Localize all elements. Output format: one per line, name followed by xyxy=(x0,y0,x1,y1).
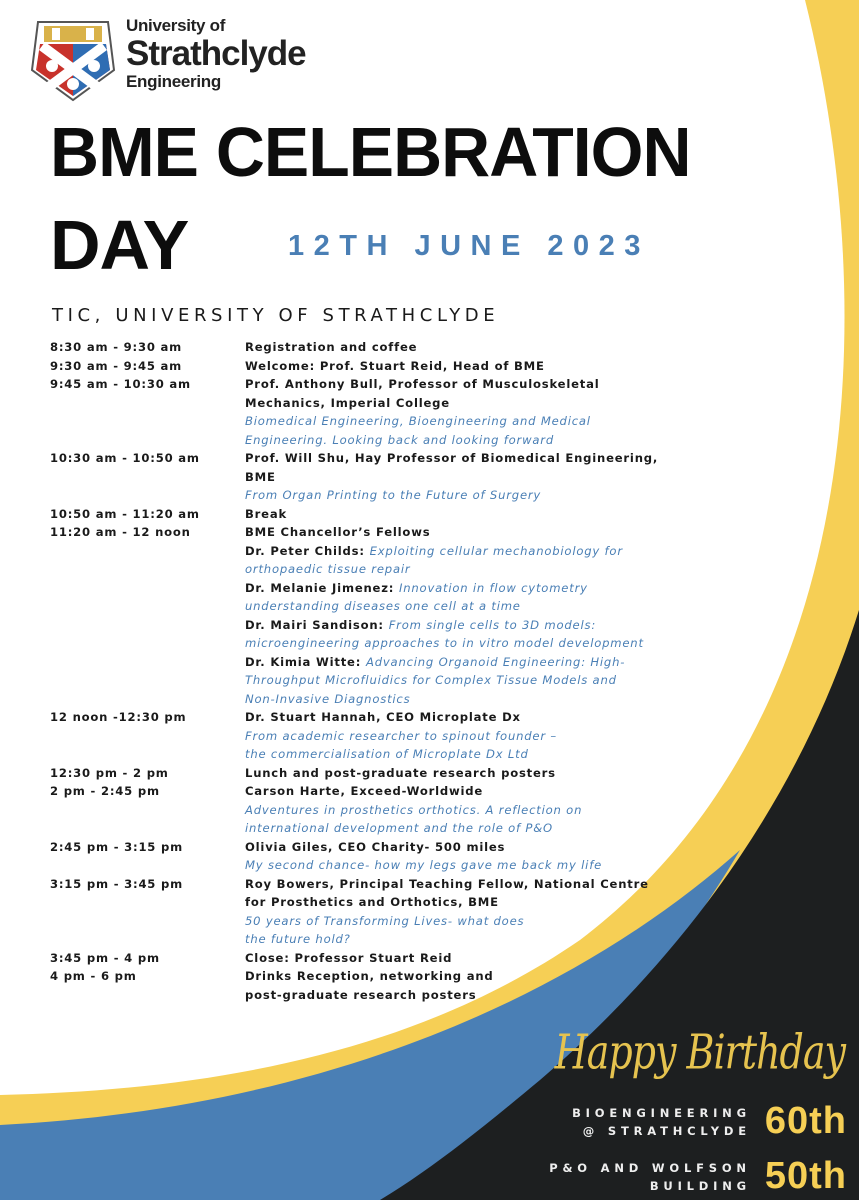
talk-title: the future hold? xyxy=(245,932,351,946)
schedule-line xyxy=(245,338,720,357)
speaker-text: Registration and coffee xyxy=(245,340,418,354)
schedule-time: 4 pm - 6 pm xyxy=(50,969,137,983)
schedule-time: 11:20 am - 12 noon xyxy=(50,525,191,539)
schedule-line xyxy=(245,616,720,635)
schedule-details xyxy=(245,523,720,708)
schedule-line xyxy=(245,486,720,505)
schedule-details xyxy=(245,764,720,783)
schedule-row xyxy=(50,764,730,783)
speaker-text: Dr. Stuart Hannah, CEO Microplate Dx xyxy=(245,710,521,724)
schedule-line xyxy=(245,949,720,968)
schedule-row xyxy=(50,505,730,524)
schedule-time: 12:30 pm - 2 pm xyxy=(50,765,169,780)
schedule-details xyxy=(245,708,720,764)
schedule-line xyxy=(245,856,720,875)
speaker-text: Dr. Mairi Sandison: xyxy=(245,617,389,632)
speaker-text: Dr. Kimia Witte: xyxy=(245,654,366,669)
schedule-time: 10:30 am - 10:50 am xyxy=(50,451,200,465)
schedule-row xyxy=(50,338,730,357)
schedule-time: 2:45 pm - 3:15 pm xyxy=(50,839,183,854)
schedule-line xyxy=(245,597,720,616)
talk-title: Exploiting cellular mechanobiology for xyxy=(369,543,623,558)
schedule-row xyxy=(50,375,730,449)
speaker-text: for Prosthetics and Orthotics, BME xyxy=(245,895,499,909)
schedule-details xyxy=(245,505,720,524)
event-date: 12TH JUNE 2023 xyxy=(288,230,650,262)
schedule-details xyxy=(245,782,720,838)
schedule-row xyxy=(50,357,730,376)
talk-title: From Organ Printing to the Future of Surgery xyxy=(245,488,542,502)
anniversary-label-line: @ STRATHCLYDE xyxy=(582,1123,751,1138)
schedule-time: 2 pm - 2:45 pm xyxy=(50,784,160,798)
logo-line-strathclyde: Strathclyde xyxy=(126,34,306,73)
schedule-line xyxy=(245,468,720,487)
schedule-line xyxy=(245,819,720,838)
schedule-details xyxy=(245,449,720,505)
schedule xyxy=(50,338,730,1004)
schedule-row xyxy=(50,875,730,949)
schedule-line xyxy=(245,634,720,653)
event-venue: TIC, UNIVERSITY OF STRATHCLYDE xyxy=(52,305,500,326)
schedule-line xyxy=(245,375,720,394)
anniversary-number: 50th xyxy=(764,1155,847,1197)
schedule-time: 8:30 am - 9:30 am xyxy=(50,340,183,354)
speaker-text: BME xyxy=(245,469,276,484)
talk-title: understanding diseases one cell at a time xyxy=(245,599,521,613)
anniversary-label-line: P&O AND WOLFSON xyxy=(549,1160,751,1175)
title-line-2: DAY xyxy=(50,206,189,284)
speaker-text: Welcome: Prof. Stuart Reid, Head of BME xyxy=(245,358,545,373)
schedule-time: 9:30 am - 9:45 am xyxy=(50,358,183,373)
anniversary-label-line: BIOENGINEERING xyxy=(572,1105,751,1120)
schedule-line xyxy=(245,967,720,986)
speaker-text: Olivia Giles, CEO Charity- 500 miles xyxy=(245,839,506,854)
schedule-line xyxy=(245,875,720,894)
talk-title: Adventures in prosthetics orthotics. A reflection on xyxy=(245,802,583,817)
schedule-line xyxy=(245,653,720,672)
anniversary-number: 60th xyxy=(764,1100,847,1142)
schedule-line xyxy=(245,560,720,579)
schedule-line xyxy=(245,542,720,561)
talk-title: Engineering. Looking back and looking forward xyxy=(245,432,555,447)
schedule-row xyxy=(50,782,730,838)
schedule-line xyxy=(245,523,720,542)
talk-title: the commercialisation of Microplate Dx Ltd xyxy=(245,747,529,761)
schedule-details xyxy=(245,357,720,376)
happy-birthday-greeting: Happy Birthday xyxy=(554,1024,845,1080)
schedule-line xyxy=(245,893,720,912)
schedule-row xyxy=(50,967,730,1004)
schedule-row xyxy=(50,708,730,764)
schedule-row xyxy=(50,838,730,875)
anniversary-label xyxy=(549,1159,751,1195)
talk-title: Non-Invasive Diagnostics xyxy=(245,691,411,706)
talk-title: 50 years of Transforming Lives- what does xyxy=(245,913,525,928)
schedule-line xyxy=(245,505,720,524)
schedule-line xyxy=(245,745,720,764)
schedule-details xyxy=(245,838,720,875)
schedule-row xyxy=(50,449,730,505)
schedule-line xyxy=(245,579,720,598)
schedule-details xyxy=(245,949,720,968)
talk-title: From academic researcher to spinout founder – xyxy=(245,728,557,743)
speaker-text: Dr. Melanie Jimenez: xyxy=(245,580,400,595)
schedule-line xyxy=(245,412,720,431)
schedule-line xyxy=(245,671,720,690)
speaker-text: Carson Harte, Exceed-Worldwide xyxy=(245,784,484,798)
schedule-row xyxy=(50,949,730,968)
schedule-details xyxy=(245,338,720,357)
schedule-line xyxy=(245,727,720,746)
schedule-details xyxy=(245,375,720,449)
speaker-text: BME Chancellor’s Fellows xyxy=(245,525,431,539)
schedule-line xyxy=(245,801,720,820)
schedule-line xyxy=(245,930,720,949)
title-line-1: BME CELEBRATION xyxy=(50,113,691,191)
schedule-details xyxy=(245,967,720,1004)
schedule-details xyxy=(245,875,720,949)
speaker-text: Prof. Anthony Bull, Professor of Musculoskeletal xyxy=(245,377,600,391)
schedule-line xyxy=(245,912,720,931)
speaker-text: Prof. Will Shu, Hay Professor of Biomedical Engineering, xyxy=(245,451,659,465)
speaker-text: Mechanics, Imperial College xyxy=(245,395,450,410)
schedule-time: 9:45 am - 10:30 am xyxy=(50,377,191,391)
schedule-row xyxy=(50,523,730,708)
schedule-line xyxy=(245,782,720,801)
schedule-line xyxy=(245,708,720,727)
speaker-text: Dr. Peter Childs: xyxy=(245,543,370,558)
talk-title: international development and the role of P&O xyxy=(245,821,553,835)
speaker-text: Roy Bowers, Principal Teaching Fellow, National Centre xyxy=(245,876,649,891)
talk-title: My second chance- how my legs gave me back my life xyxy=(245,858,603,872)
schedule-line xyxy=(245,394,720,413)
anniversary-label-line: BUILDING xyxy=(649,1178,751,1193)
schedule-time: 3:15 pm - 3:45 pm xyxy=(50,876,183,891)
schedule-time: 10:50 am - 11:20 am xyxy=(50,506,200,521)
talk-title: Innovation in flow cytometry xyxy=(399,580,588,595)
schedule-line xyxy=(245,986,720,1005)
schedule-line xyxy=(245,838,720,857)
anniversary-60th xyxy=(572,1100,847,1143)
speaker-text: Break xyxy=(245,506,287,521)
schedule-line xyxy=(245,764,720,783)
anniversary-label xyxy=(572,1104,751,1140)
talk-title: Advancing Organoid Engineering: High- xyxy=(365,654,626,669)
schedule-time: 12 noon -12:30 pm xyxy=(50,710,187,724)
university-crest-logo xyxy=(30,20,116,102)
talk-title: From single cells to 3D models: xyxy=(388,617,597,632)
talk-title: Throughput Microfluidics for Complex Tissue Models and xyxy=(245,673,617,687)
speaker-text: Lunch and post-graduate research posters xyxy=(245,765,556,780)
speaker-text: Close: Professor Stuart Reid xyxy=(245,950,453,965)
speaker-text: post-graduate research posters xyxy=(245,987,477,1002)
speaker-text: Drinks Reception, networking and xyxy=(245,969,494,983)
logo-wordmark xyxy=(126,16,306,92)
schedule-time: 3:45 pm - 4 pm xyxy=(50,950,160,965)
logo-line-university: University of xyxy=(126,16,226,35)
talk-title: microengineering approaches to in vitro model development xyxy=(245,636,644,650)
schedule-line xyxy=(245,449,720,468)
schedule-line xyxy=(245,690,720,709)
logo-line-engineering: Engineering xyxy=(126,72,221,91)
talk-title: Biomedical Engineering, Bioengineering and Medical xyxy=(245,414,591,428)
schedule-line xyxy=(245,431,720,450)
anniversary-50th xyxy=(549,1155,847,1198)
schedule-line xyxy=(245,357,720,376)
talk-title: orthopaedic tissue repair xyxy=(245,562,411,576)
